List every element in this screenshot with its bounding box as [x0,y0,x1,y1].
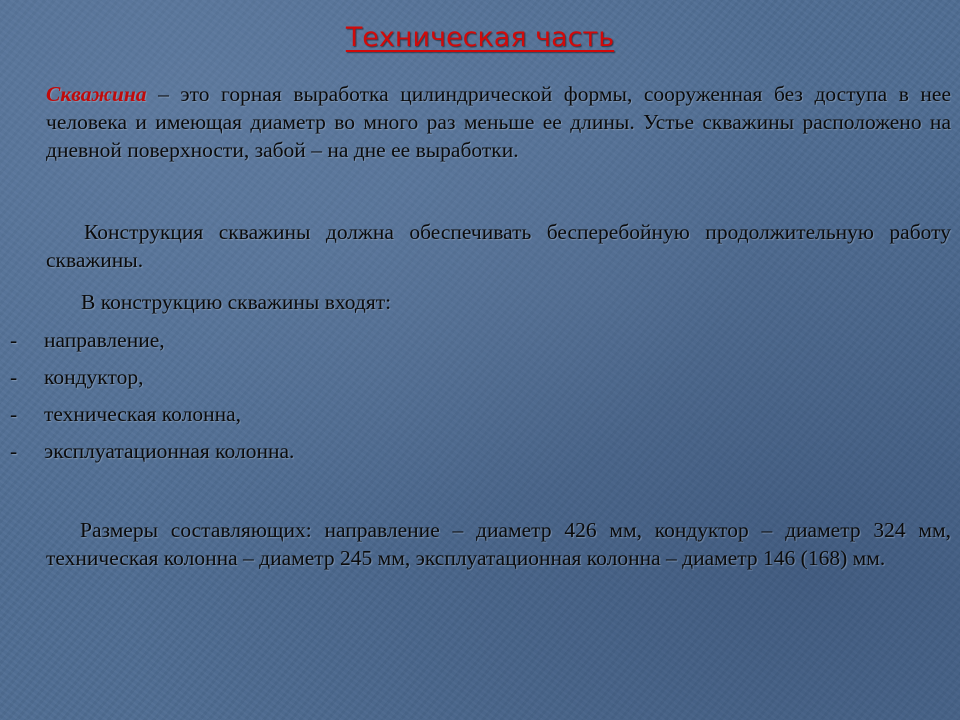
list-item-label: направление, [44,328,165,352]
list-item-label: кондуктор, [44,365,144,389]
construction-intro-text: В конструкцию скважины входят: [81,290,392,314]
bullet-dash: - [10,328,18,352]
bullet-dash: - [10,402,18,426]
dimensions-paragraph [46,516,951,572]
definition-paragraph [46,80,951,164]
bullet-dash: - [10,439,18,463]
list-item [10,437,910,474]
definition-text: – это горная выработка цилиндрической формы, сооруженная без доступа в нее человека и имеющая диаметр во много раз меньше ее длины. Устье скважины расположено на дневной поверхности, забой – на дне ее выработки. [46,82,951,162]
list-item-label: техническая колонна, [44,402,242,426]
list-item [10,400,910,437]
construction-requirement-paragraph [46,218,951,274]
definition-keyword: Скважина [46,82,147,106]
list-item-label: эксплуатационная колонна. [44,439,295,463]
slide-title: Техническая часть [345,22,615,53]
bullet-dash: - [10,365,18,389]
list-item [10,326,910,363]
list-item [10,363,910,400]
components-list [10,326,910,474]
dimensions-text: Размеры составляющих: направление – диаметр 426 мм, кондуктор – диаметр 324 мм, техническая колонна – диаметр 245 мм, эксплуатационная колонна – диаметр 146 (168) мм. [46,518,951,570]
construction-requirement-text: Конструкция скважины должна обеспечивать бесперебойную продолжительную работу скважины. [46,220,951,272]
construction-intro-paragraph [46,288,951,316]
